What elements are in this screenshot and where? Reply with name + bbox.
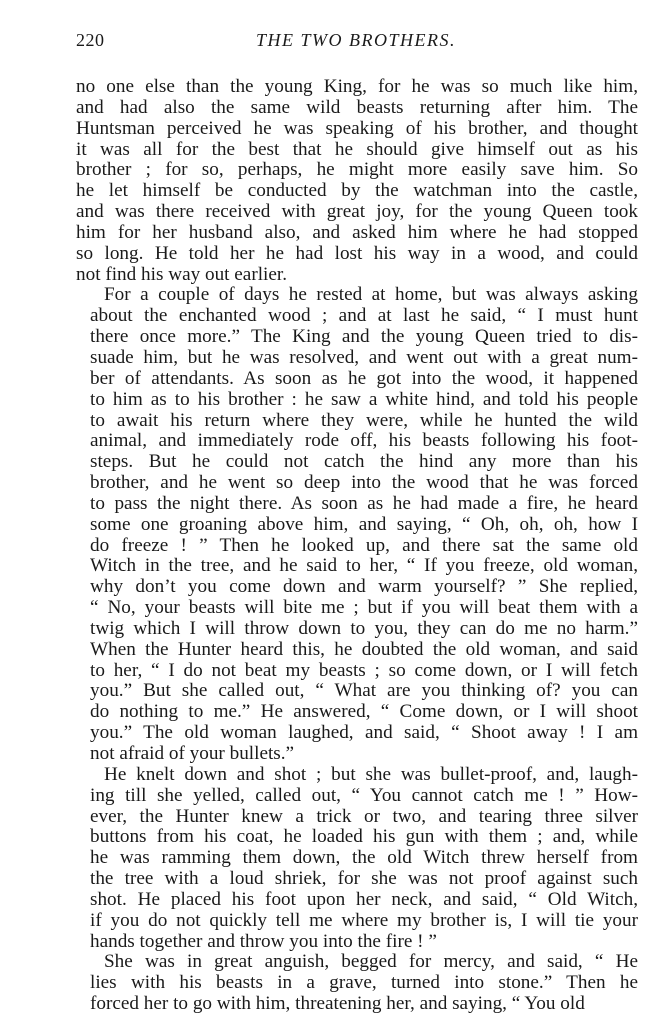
chapter-title: THE TWO BROTHERS.	[256, 30, 456, 50]
text-line: there once more.” The King and the young Queen tried to dis-	[90, 326, 638, 348]
text-line: no one else than the young King, for he was so much like him,	[76, 76, 638, 97]
text-line: He knelt down and shot ; but she was bullet-proof, and, laugh-	[104, 763, 638, 785]
text-line: him for her husband also, and asked him where he had stopped	[76, 221, 638, 243]
text-line: steps. But he could not catch the hind any more than his	[90, 451, 638, 473]
text-line: you.” But she called out, “ What are you thinking of? you can	[90, 680, 638, 702]
text-line: buttons from his coat, he loaded his gun with them ; and, while	[90, 826, 638, 848]
text-line: you.” The old woman laughed, and said, “ Shoot away ! I am	[90, 722, 638, 744]
text-line: lies with his beasts in a grave, turned into stone.” Then he	[90, 972, 638, 994]
text-line: brother, and he went so deep into the wood that he was forced	[90, 472, 638, 494]
text-line: ing till she yelled, called out, “ You cannot catch me ! ” How-	[90, 784, 638, 806]
body-text	[76, 77, 638, 1015]
text-line: twig which I will throw down to you, they can do me no harm.”	[90, 617, 638, 639]
text-line: so long. He told her he had lost his way in a wood, and could	[76, 242, 638, 264]
text-line: When the Hunter heard this, he doubted the old woman, and said	[90, 638, 638, 660]
text-line: forced her to go with him, threatening her, and saying, “ You old	[90, 993, 585, 1015]
text-line: he let himself be conducted by the watchman into the castle,	[76, 180, 638, 202]
text-line: For a couple of days he rested at home, but was always asking	[104, 284, 638, 306]
paragraph	[76, 952, 638, 1015]
text-line: Witch in the tree, and he said to her, “ If you freeze, old woman,	[90, 555, 638, 577]
text-line: Huntsman perceived he was speaking of his brother, and thought	[76, 117, 638, 139]
text-line: animal, and immediately rode off, his beasts following his foot-	[90, 430, 638, 452]
text-line: not find his way out earlier.	[76, 263, 288, 285]
text-line: some one groaning above him, and saying, “ Oh, oh, oh, how I	[90, 513, 638, 535]
paragraph	[76, 285, 638, 764]
text-line: about the enchanted wood ; and at last he said, “ I must hunt	[90, 305, 638, 327]
text-line: to her, “ I do not beat my beasts ; so come down, or I will fetch	[90, 659, 638, 681]
text-line: to him as to his brother : he saw a white hind, and told his people	[90, 388, 638, 410]
text-line: do nothing to me.” He answered, “ Come down, or I will shoot	[90, 701, 638, 723]
text-line: “ No, your beasts will bite me ; but if you will beat them with a	[90, 597, 638, 619]
text-line: it was all for the best that he should give himself out as his	[76, 138, 638, 160]
text-line: and was there received with great joy, for the young Queen took	[76, 201, 638, 223]
paragraph	[76, 77, 638, 285]
text-line: to pass the night there. As soon as he had made a fire, he heard	[90, 492, 638, 514]
text-line: ber of attendants. As soon as he got into the wood, it happened	[90, 367, 638, 389]
text-line: suade him, but he was resolved, and went out with a great num-	[90, 346, 638, 368]
text-line: why don’t you come down and warm yourself? ” She replied,	[90, 576, 638, 598]
paragraph	[76, 765, 638, 953]
text-line: do freeze ! ” Then he looked up, and there sat the same old	[90, 534, 638, 556]
text-line: She was in great anguish, begged for mercy, and said, “ He	[104, 951, 638, 973]
text-line: to await his return where they were, while he hunted the wild	[90, 409, 638, 431]
text-line: not afraid of your bullets.”	[90, 743, 295, 764]
text-line: ever, the Hunter knew a trick or two, and tearing three silver	[90, 805, 638, 827]
running-head	[76, 30, 636, 52]
text-line: the tree with a loud shriek, for she was not proof against such	[90, 868, 638, 890]
text-line: hands together and throw you into the fire ! ”	[90, 930, 437, 952]
text-line: brother ; for so, perhaps, he might more easily save him. So	[76, 159, 638, 181]
page-number: 220	[76, 30, 105, 50]
text-line: he was ramming them down, the old Witch threw herself from	[90, 847, 638, 869]
text-line: and had also the same wild beasts returning after him. The	[76, 96, 638, 118]
text-line: if you do not quickly tell me where my brother is, I will tie your	[90, 909, 638, 931]
text-line: shot. He placed his foot upon her neck, and said, “ Old Witch,	[90, 888, 638, 910]
